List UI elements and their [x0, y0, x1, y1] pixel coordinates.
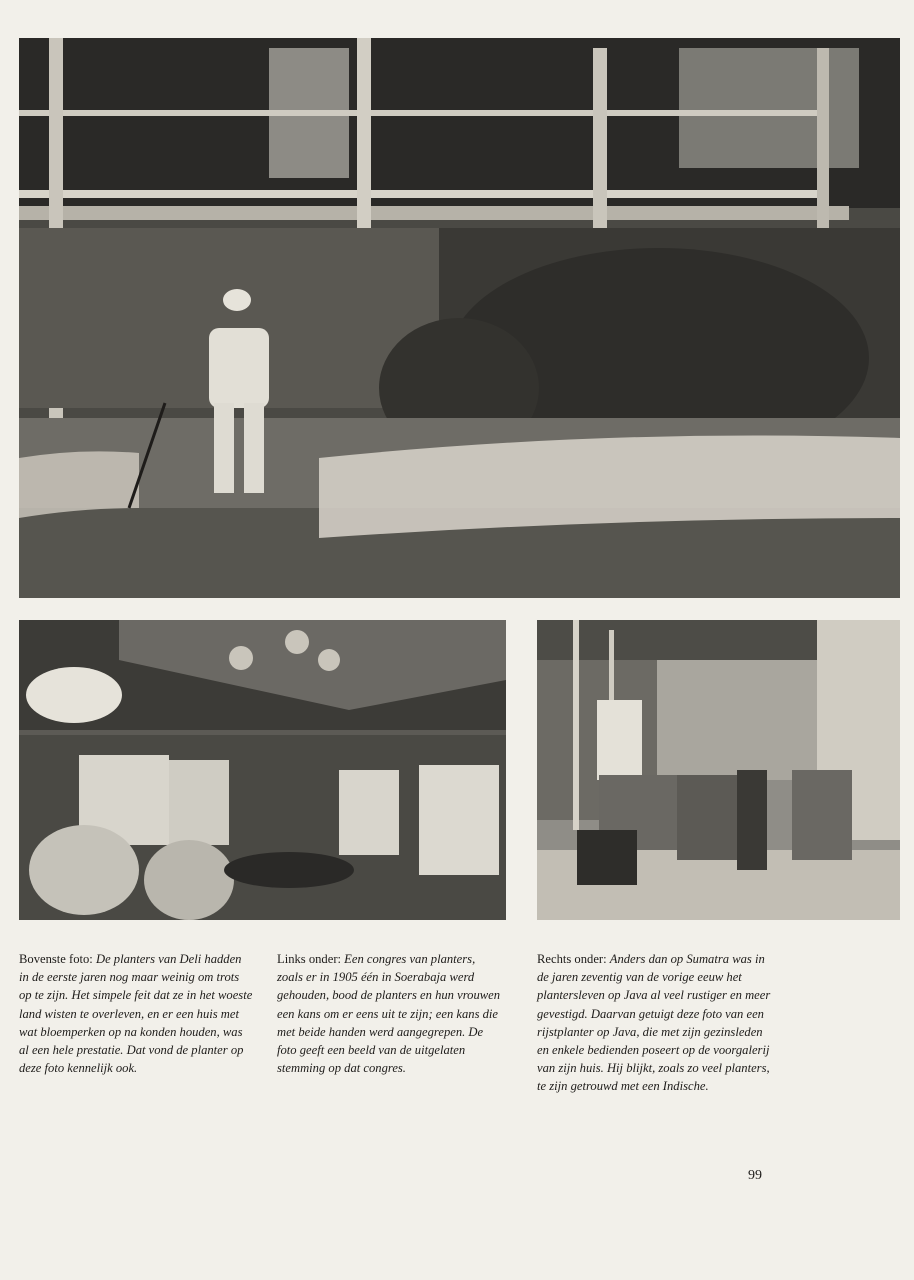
photo-planters-congress — [19, 620, 506, 920]
caption-left-lead: Links onder: — [277, 952, 342, 966]
photo-planter-house — [19, 38, 900, 598]
caption-top-body: De planters van Deli hadden in de eerste jaren nog maar weinig om trots op te zijn. Het simpele feit dat ze in het woeste land wisten te overleven, en er een huis met wat bloemperken op na konden houden, was al een hele prestatie. Dat vond de planter op deze foto kennelijk ook. — [19, 952, 253, 1076]
page-number: 99 — [748, 1168, 762, 1183]
caption-bottom-left-photo — [277, 950, 502, 1077]
photo-planter-family — [537, 620, 900, 920]
photo-planter-house-image — [19, 38, 900, 598]
photo-planter-family-image — [537, 620, 900, 920]
photo-planters-congress-image — [19, 620, 506, 920]
caption-top-lead: Bovenste foto: — [19, 952, 93, 966]
caption-right-body: Anders dan op Sumatra was in de jaren zeventig van de vorige eeuw het plantersleven op Java al veel rustiger en meer gevestigd. Daarvan getuigt deze foto van een rijstplanter op Java, die met zijn gezinsleden en enkele bedienden poseert op de voorgalerij van zijn huis. Hij blijkt, zoals zo veel planters, te zijn getrouwd met een Indische. — [537, 952, 771, 1094]
caption-left-body: Een congres van planters, zoals er in 1905 één in Soerabaja werd gehouden, bood de planters en hun vrouwen een kans om er eens uit te zijn; een kans die met beide handen werd aangegrepen. De foto geeft een beeld van de uitgelaten stemming op dat congres. — [277, 952, 501, 1076]
caption-right-lead: Rechts onder: — [537, 952, 607, 966]
caption-bottom-right-photo — [537, 950, 777, 1096]
caption-top-photo — [19, 950, 254, 1077]
